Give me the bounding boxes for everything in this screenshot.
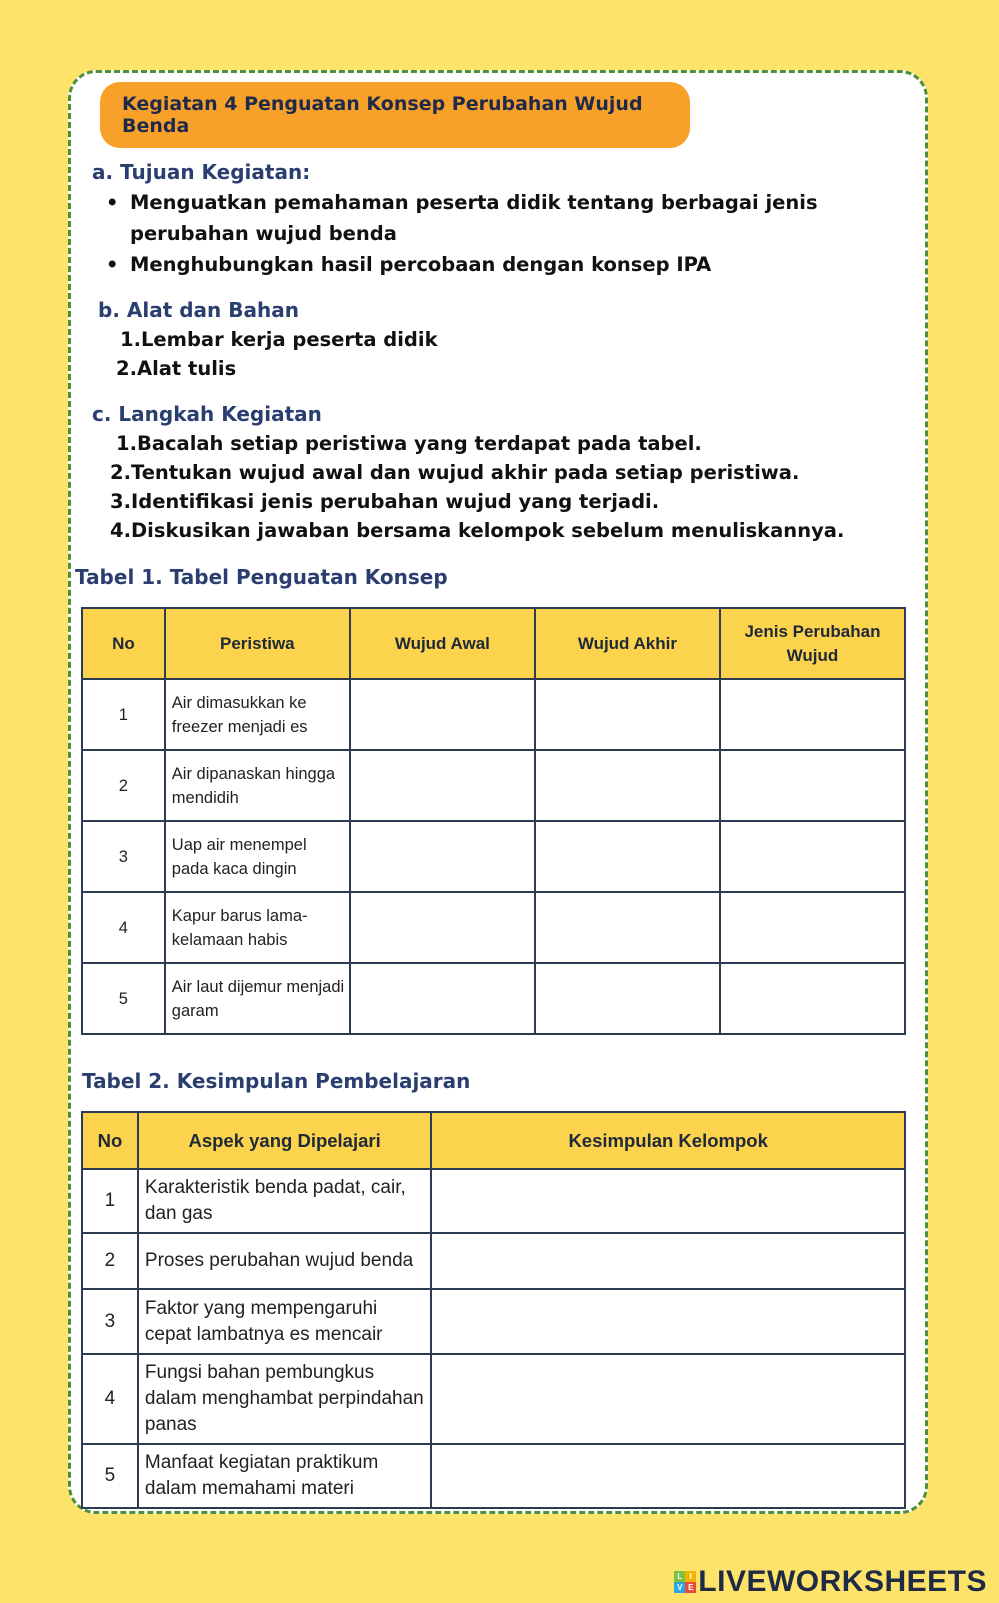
change-type-cell[interactable] <box>720 821 905 892</box>
change-type-cell[interactable] <box>720 750 905 821</box>
row-number: 4 <box>82 1354 138 1444</box>
conclusion-cell[interactable] <box>431 1233 905 1289</box>
step-1: 1.Bacalah setiap peristiwa yang terdapat pada tabel. <box>116 432 702 455</box>
table-row <box>82 1289 905 1354</box>
header-change-type: Jenis Perubahan Wujud <box>720 608 905 679</box>
table-row <box>82 821 905 892</box>
final-state-cell[interactable] <box>535 750 720 821</box>
initial-state-cell[interactable] <box>350 679 535 750</box>
final-state-cell[interactable] <box>535 892 720 963</box>
table-row <box>82 1169 905 1233</box>
logo-mark-letter: I <box>685 1571 696 1582</box>
aspect-cell: Faktor yang mempengaruhi cepat lambatnya es mencair <box>138 1289 431 1354</box>
final-state-cell[interactable] <box>535 821 720 892</box>
objective-2: • Menghubungkan hasil percobaan dengan konsep IPA <box>130 253 711 276</box>
activity-title: Kegiatan 4 Penguatan Konsep Perubahan Wujud Benda <box>100 82 690 148</box>
aspect-cell: Manfaat kegiatan praktikum dalam memahami materi <box>138 1444 431 1508</box>
aspect-cell: Fungsi bahan pembungkus dalam menghambat perpindahan panas <box>138 1354 431 1444</box>
row-number: 2 <box>82 750 165 821</box>
table-row <box>82 679 905 750</box>
header-no: No <box>82 1112 138 1169</box>
objective-1-line-2: perubahan wujud benda <box>130 222 397 245</box>
conclusion-cell[interactable] <box>431 1354 905 1444</box>
step-3: 3.Identifikasi jenis perubahan wujud yang terjadi. <box>110 490 660 513</box>
objective-1-line-1: • Menguatkan pemahaman peserta didik tentang berbagai jenis <box>130 191 818 214</box>
conclusion-cell[interactable] <box>431 1169 905 1233</box>
table-row <box>82 1444 905 1508</box>
table-2-header-row <box>82 1112 905 1169</box>
material-1: 1.Lembar kerja peserta didik <box>120 328 438 351</box>
table-row <box>82 963 905 1034</box>
section-b-letter: b. <box>98 298 120 322</box>
table-row <box>82 1354 905 1444</box>
table-row <box>82 1233 905 1289</box>
row-number: 1 <box>82 1169 138 1233</box>
liveworksheets-logo[interactable] <box>674 1565 987 1599</box>
step-4: 4.Diskusikan jawaban bersama kelompok sebelum menuliskannya. <box>110 519 845 542</box>
aspect-cell: Proses perubahan wujud benda <box>138 1233 431 1289</box>
row-number: 2 <box>82 1233 138 1289</box>
header-no: No <box>82 608 165 679</box>
row-number: 3 <box>82 1289 138 1354</box>
table-row <box>82 750 905 821</box>
row-number: 5 <box>82 1444 138 1508</box>
section-b-title: Alat dan Bahan <box>126 298 299 322</box>
logo-mark-letter: V <box>674 1582 685 1593</box>
header-final-state: Wujud Akhir <box>535 608 720 679</box>
header-event: Peristiwa <box>165 608 350 679</box>
material-2: 2.Alat tulis <box>116 357 237 380</box>
change-type-cell[interactable] <box>720 679 905 750</box>
section-c-letter: c. <box>92 402 112 426</box>
final-state-cell[interactable] <box>535 963 720 1034</box>
section-c-heading <box>92 402 322 426</box>
table-row <box>82 892 905 963</box>
aspect-cell: Karakteristik benda padat, cair, dan gas <box>138 1169 431 1233</box>
event-cell: Air laut dijemur menjadi garam <box>165 963 350 1034</box>
conclusion-table <box>81 1111 906 1509</box>
logo-mark-icon <box>674 1571 696 1593</box>
concept-table <box>81 607 906 1035</box>
row-number: 1 <box>82 679 165 750</box>
section-b-heading <box>98 298 299 322</box>
row-number: 4 <box>82 892 165 963</box>
initial-state-cell[interactable] <box>350 750 535 821</box>
initial-state-cell[interactable] <box>350 963 535 1034</box>
row-number: 5 <box>82 963 165 1034</box>
logo-mark-letter: E <box>685 1582 696 1593</box>
table-1-title: Tabel 1. Tabel Penguatan Konsep <box>75 565 448 589</box>
event-cell: Air dipanaskan hingga mendidih <box>165 750 350 821</box>
initial-state-cell[interactable] <box>350 821 535 892</box>
logo-mark-letter: L <box>674 1571 685 1582</box>
row-number: 3 <box>82 821 165 892</box>
table-1-header-row <box>82 608 905 679</box>
section-a-heading: a. Tujuan Kegiatan: <box>92 160 311 184</box>
conclusion-cell[interactable] <box>431 1444 905 1508</box>
step-2: 2.Tentukan wujud awal dan wujud akhir pada setiap peristiwa. <box>110 461 800 484</box>
event-cell: Kapur barus lama-kelamaan habis <box>165 892 350 963</box>
event-cell: Uap air menempel pada kaca dingin <box>165 821 350 892</box>
initial-state-cell[interactable] <box>350 892 535 963</box>
change-type-cell[interactable] <box>720 963 905 1034</box>
conclusion-cell[interactable] <box>431 1289 905 1354</box>
section-c-title: Langkah Kegiatan <box>118 402 322 426</box>
header-initial-state: Wujud Awal <box>350 608 535 679</box>
brand-name: LIVEWORKSHEETS <box>698 1565 987 1598</box>
table-2-title: Tabel 2. Kesimpulan Pembelajaran <box>82 1069 471 1093</box>
header-aspect: Aspek yang Dipelajari <box>138 1112 431 1169</box>
event-cell: Air dimasukkan ke freezer menjadi es <box>165 679 350 750</box>
change-type-cell[interactable] <box>720 892 905 963</box>
final-state-cell[interactable] <box>535 679 720 750</box>
header-group-conclusion: Kesimpulan Kelompok <box>431 1112 905 1169</box>
